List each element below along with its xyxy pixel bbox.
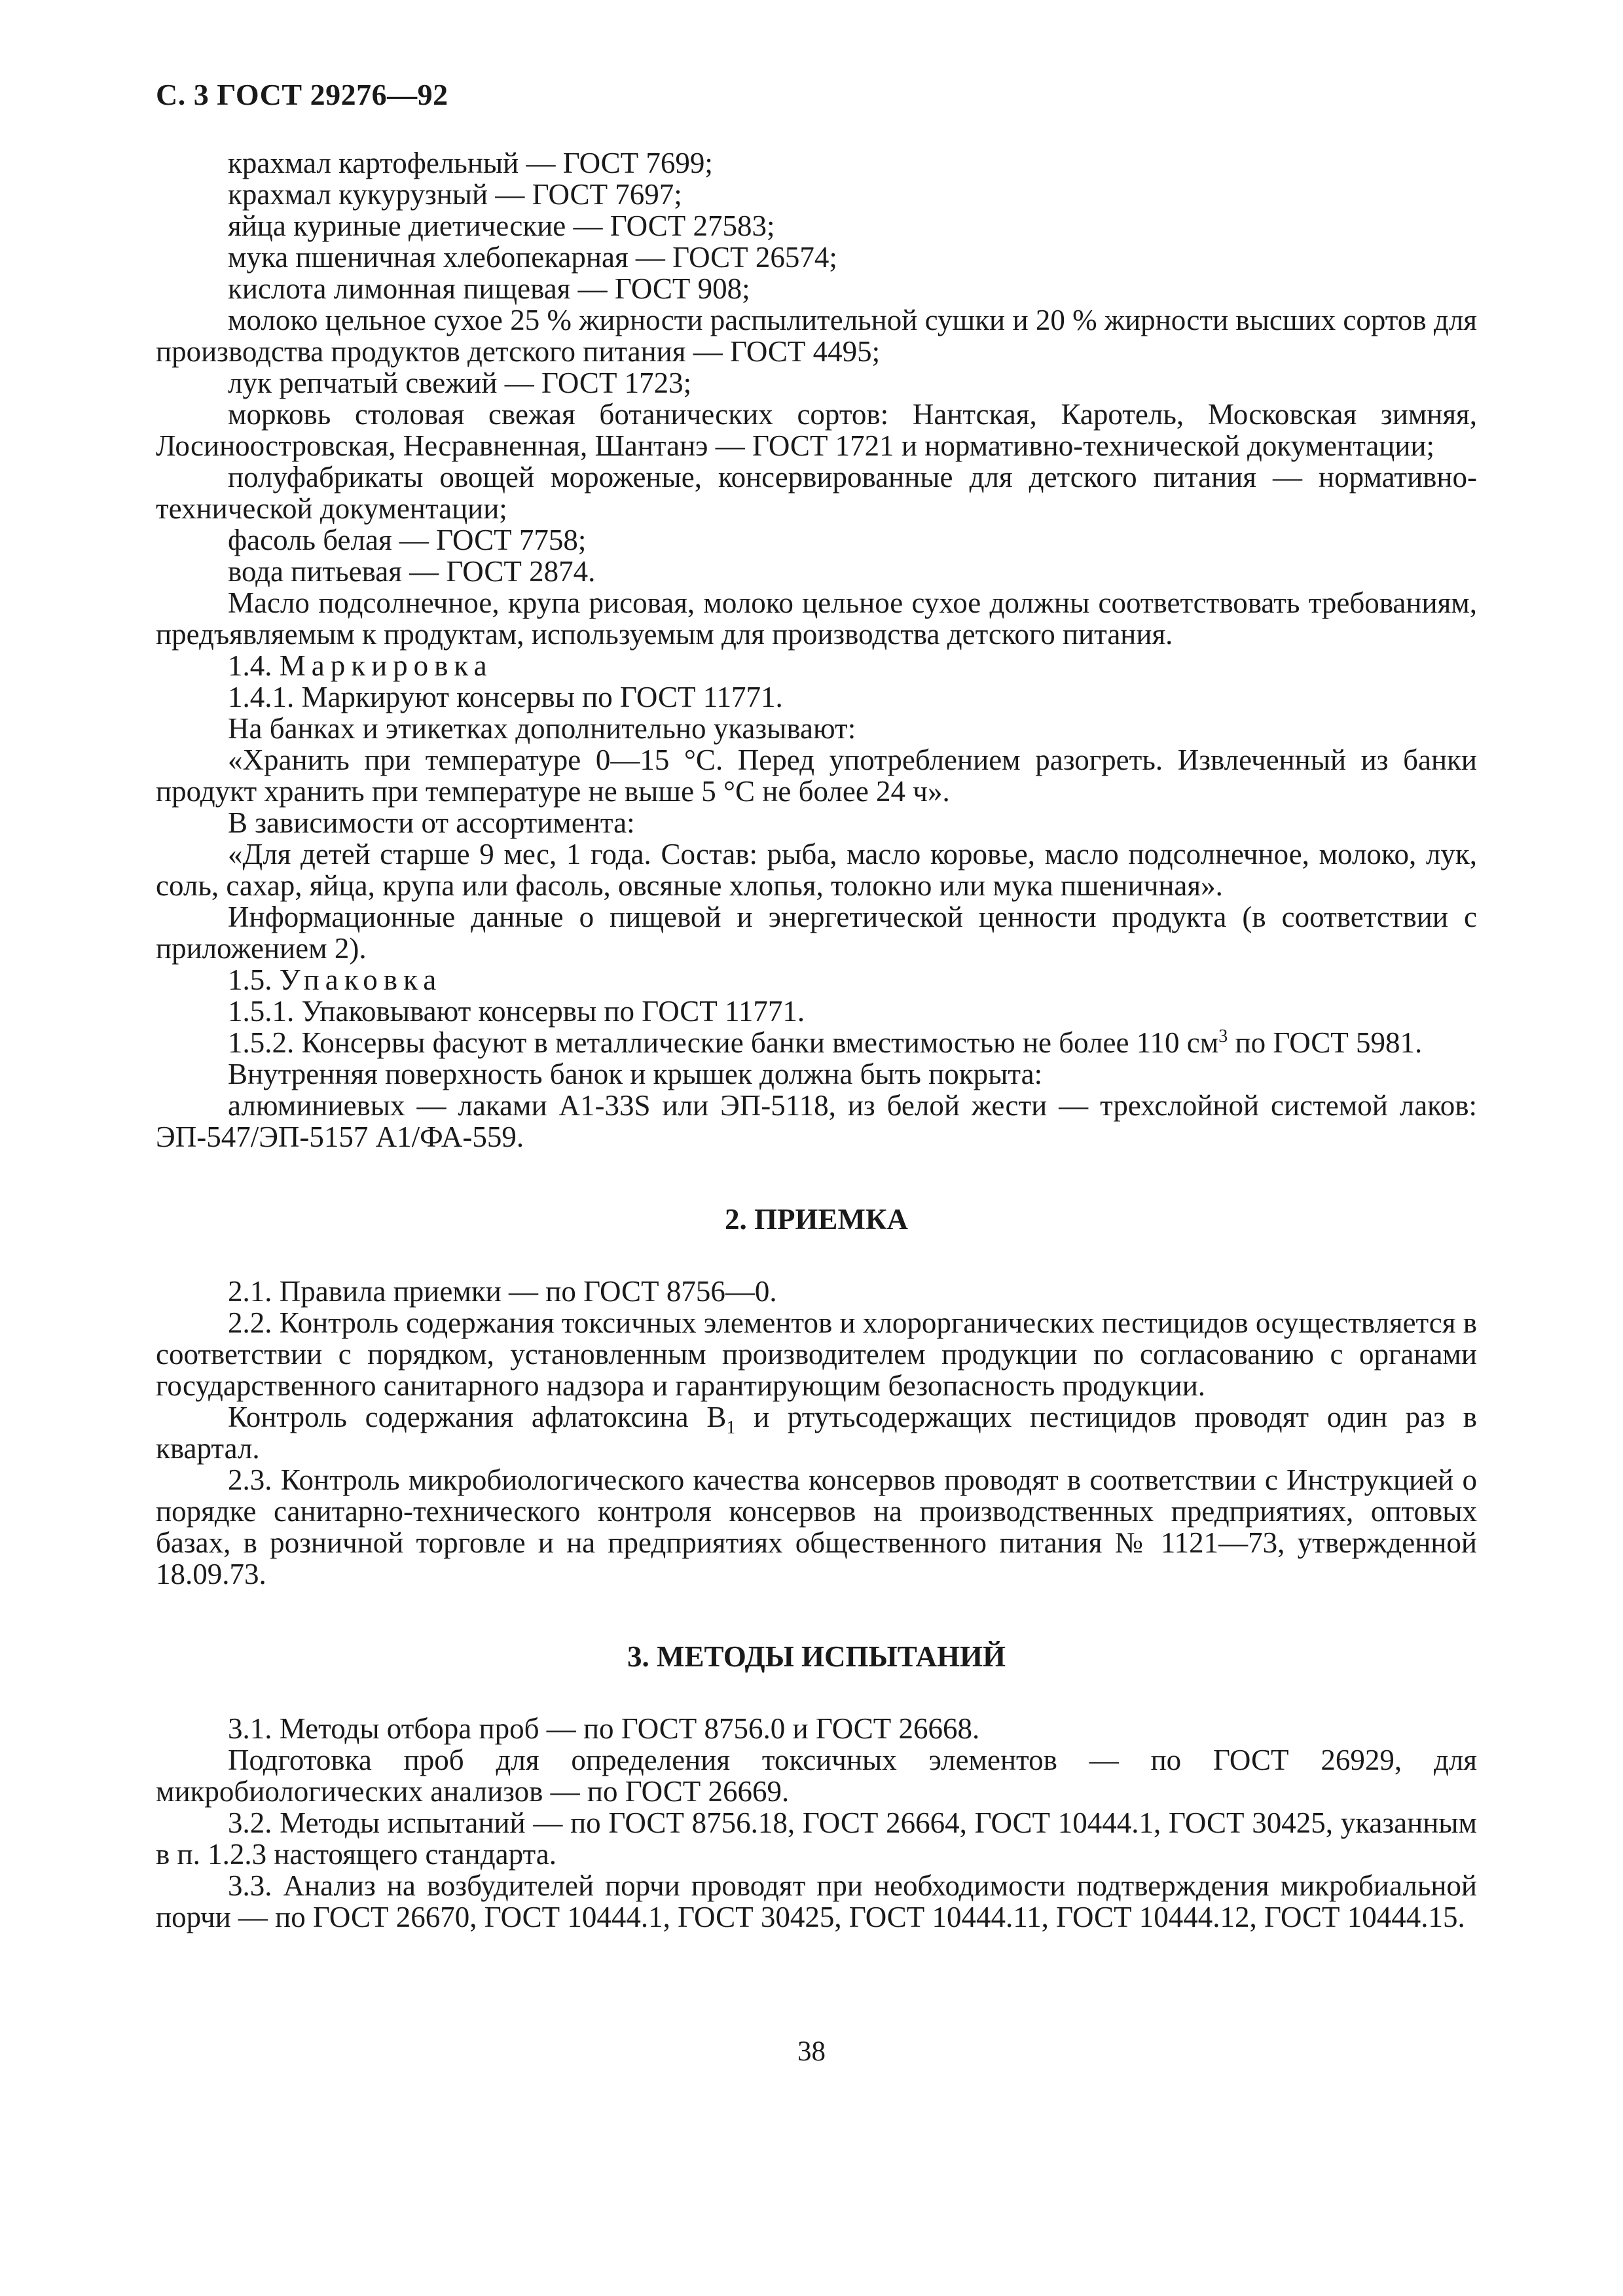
- page-header: С. 3 ГОСТ 29276—92: [156, 78, 448, 111]
- paragraph: «Хранить при температуре 0—15 °С. Перед употреблением разогреть. Извлеченный из банки продукт хранить при температуре не выше 5 °С не более 24 ч».: [156, 744, 1477, 808]
- paragraph: 3.3. Анализ на возбудителей порчи проводят при необходимости подтверждения микробиальной порчи — по ГОСТ 26670, ГОСТ 10444.1, ГОСТ 30425, ГОСТ 10444.11, ГОСТ 10444.12, ГОСТ 10444.15.: [156, 1869, 1477, 1933]
- subsection-heading-1-5: [156, 964, 1477, 996]
- paragraph: [156, 1401, 1477, 1464]
- paragraph: кислота лимонная пищевая — ГОСТ 908;: [228, 272, 750, 305]
- paragraph: лук репчатый свежий — ГОСТ 1723;: [228, 367, 692, 399]
- paragraph: В зависимости от ассортимента:: [228, 806, 635, 839]
- paragraph: Информационные данные о пищевой и энергетической ценности продукта (в соответствии с приложением 2).: [156, 901, 1477, 965]
- paragraph: 3.1. Методы отбора проб — по ГОСТ 8756.0 и ГОСТ 26668.: [228, 1712, 980, 1745]
- paragraph: [156, 1027, 1477, 1058]
- subsection-title: Упаковка: [279, 963, 443, 996]
- page-number: 38: [797, 2036, 826, 2067]
- text-span: 1.5.2. Консервы фасуют в металлические банки вместимостью не более 110 см: [228, 1026, 1219, 1059]
- text-span: по ГОСТ 5981.: [1228, 1026, 1423, 1059]
- subscript: 1: [726, 1418, 736, 1438]
- paragraph: 3.2. Методы испытаний — по ГОСТ 8756.18, ГОСТ 26664, ГОСТ 10444.1, ГОСТ 30425, указанным в п. 1.2.3 настоящего стандарта.: [156, 1806, 1477, 1871]
- subsection-title: Маркировка: [279, 649, 493, 682]
- paragraph: полуфабрикаты овощей мороженые, консервированные для детского питания — нормативно-технической документации;: [156, 461, 1477, 525]
- superscript: 3: [1218, 1026, 1228, 1047]
- paragraph: молоко цельное сухое 25 % жирности распылительной сушки и 20 % жирности высших сортов для производства продуктов детского питания — ГОСТ 4495;: [156, 304, 1477, 368]
- paragraph: Внутренняя поверхность банок и крышек должна быть покрыта:: [228, 1058, 1043, 1090]
- paragraph: 1.5.1. Упаковывают консервы по ГОСТ 11771.: [228, 995, 805, 1028]
- section-title-2: 2. ПРИЕМКА: [724, 1203, 909, 1236]
- paragraph: Масло подсолнечное, крупа рисовая, молоко цельное сухое должны соответствовать требованиям, предъявляемым к продуктам, используемым для производства детского питания.: [156, 586, 1477, 651]
- paragraph: яйца куриные диетические — ГОСТ 27583;: [228, 209, 775, 242]
- paragraph: Подготовка проб для определения токсичных элементов — по ГОСТ 26929, для микробиологических анализов — по ГОСТ 26669.: [156, 1744, 1477, 1808]
- paragraph: 2.1. Правила приемки — по ГОСТ 8756—0.: [228, 1275, 777, 1308]
- paragraph: мука пшеничная хлебопекарная — ГОСТ 26574;: [228, 241, 837, 274]
- text-span: Контроль содержания афлатоксина В: [228, 1401, 727, 1433]
- paragraph: крахмал картофельный — ГОСТ 7699;: [228, 147, 713, 179]
- document-body: [156, 147, 1477, 1933]
- paragraph: морковь столовая свежая ботанических сортов: Нантская, Каротель, Московская зимняя, Лосиноостровская, Несравненная, Шантанэ — ГОСТ 1721 и нормативно-технической документации;: [156, 398, 1477, 462]
- paragraph: 1.4.1. Маркируют консервы по ГОСТ 11771.: [228, 681, 783, 713]
- paragraph: фасоль белая — ГОСТ 7758;: [228, 524, 587, 556]
- subsection-heading-1-4: [156, 650, 1477, 681]
- paragraph: крахмал кукурузный — ГОСТ 7697;: [228, 178, 682, 211]
- section-title-3: 3. МЕТОДЫ ИСПЫТАНИЙ: [627, 1640, 1006, 1673]
- subsection-number: 1.5.: [228, 963, 272, 996]
- paragraph: алюминиевых — лаками А1-33S или ЭП-5118, из белой жести — трехслойной системой лаков: ЭП-547/ЭП-5157 А1/ФА-559.: [156, 1089, 1477, 1153]
- paragraph: «Для детей старше 9 мес, 1 года. Состав: рыба, масло коровье, масло подсолнечное, молоко, лук, соль, сахар, яйца, крупа или фасоль, овсяные хлопья, толокно или мука пшеничная».: [156, 838, 1477, 902]
- paragraph: 2.2. Контроль содержания токсичных элементов и хлорорганических пестицидов осуществляется в соответствии с порядком, установленным производителем продукции по согласованию с органами государственного санитарного надзора и гарантирующим безопасность продукции.: [156, 1306, 1477, 1402]
- subsection-number: 1.4.: [228, 649, 272, 682]
- text-span: и ртутьсодержащих пестицидов проводят один раз в квартал.: [156, 1401, 1477, 1465]
- paragraph: 2.3. Контроль микробиологического качества консервов проводят в соответствии с Инструкцией о порядке санитарно-технического контроля консервов на производственных предприятиях, оптовых базах, в розничной торговле и на предприятиях общественного питания № 1121—73, утвержденной 18.09.73.: [156, 1463, 1477, 1590]
- paragraph: На банках и этикетках дополнительно указывают:: [228, 712, 856, 745]
- paragraph: вода питьевая — ГОСТ 2874.: [228, 555, 596, 588]
